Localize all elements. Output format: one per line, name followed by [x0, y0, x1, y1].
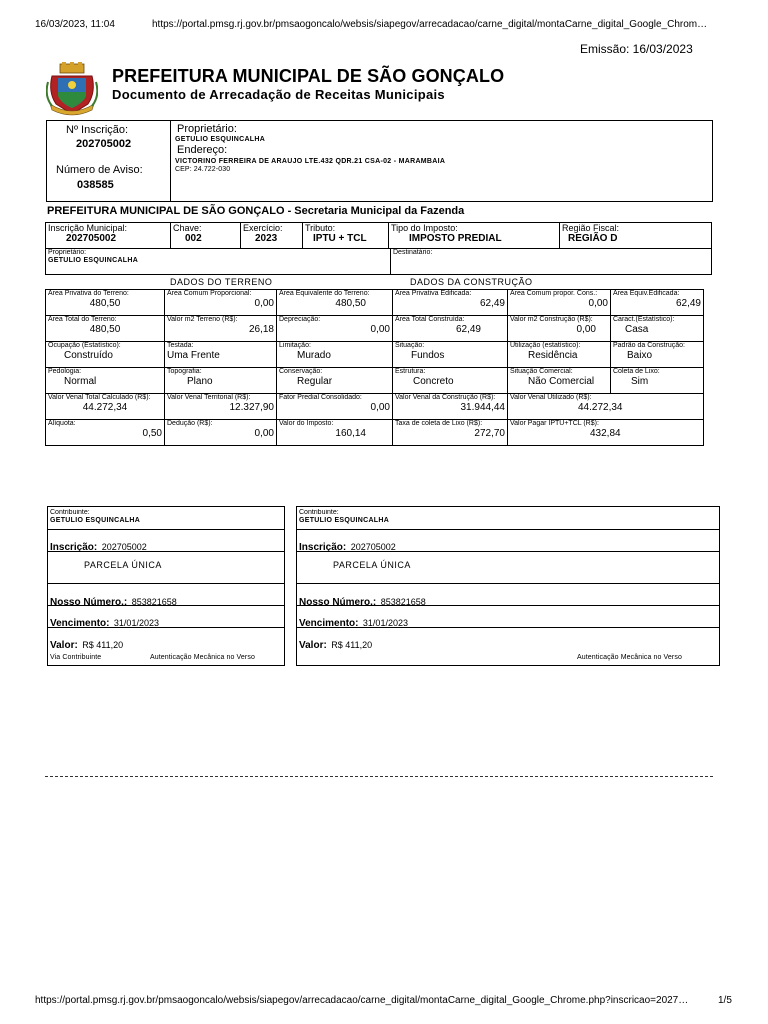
tipo-label: Tipo do Imposto: — [391, 223, 458, 233]
endereco-value: VICTORINO FERREIRA DE ARAUJO LTE.432 QDR.21 CSA-02 - MARAMBAIA — [175, 158, 446, 165]
autenticacao-right: Autenticação Mecânica no Verso — [577, 654, 682, 661]
vencimento-val: 31/01/2023 — [362, 618, 408, 628]
coat-of-arms-logo — [46, 62, 98, 118]
valor-venal-construcao: 31.944,44 — [460, 402, 505, 413]
valor-venal-total: 44.272,34 — [82, 402, 128, 413]
coleta-lixo: Sim — [631, 376, 649, 387]
conservacao-label: Conservação: — [279, 368, 323, 375]
valor-imposto-label: Valor do Imposto: — [279, 420, 334, 427]
emissao-date: Emissão: 16/03/2023 — [580, 42, 693, 56]
valor-venal-utilizado-label: Valor Venal Utilizado (R$): — [510, 394, 592, 401]
pedologia-label: Pedologia: — [48, 368, 82, 375]
receipt-contribuinte — [47, 506, 285, 666]
area-privativa-edificada-label: Área Privativa Edificada: — [395, 290, 472, 297]
testada-label: Testada: — [167, 342, 194, 349]
chave-label: Chave: — [173, 223, 202, 233]
grid-row-2 — [46, 316, 704, 342]
inscricao-val: 202705002 — [350, 542, 396, 552]
aliquota: 0,50 — [142, 428, 162, 439]
topografia: Plano — [187, 376, 213, 387]
grid-row-1 — [46, 290, 704, 316]
area-privativa-terreno-label: Área Privativa do Terreno: — [48, 290, 129, 297]
aviso-label: Número de Aviso: — [56, 164, 143, 176]
depreciacao: 0,00 — [370, 324, 390, 335]
testada: Uma Frente — [167, 350, 220, 361]
area-privativa-terreno: 480,50 — [89, 298, 121, 309]
cep-value: CEP: 24.722-030 — [175, 166, 231, 173]
valor-m2-terreno-label: Valor m2 Terreno (R$): — [167, 316, 238, 323]
exercicio: 2023 — [255, 233, 278, 244]
owner-box — [46, 120, 713, 202]
deducao: 0,00 — [254, 428, 274, 439]
nosso-numero-val: 853821658 — [380, 597, 426, 607]
area-total-terreno: 480,50 — [89, 324, 121, 335]
fator-predial-label: Fator Predial Consolidado: — [279, 394, 362, 401]
fator-predial: 0,00 — [370, 402, 390, 413]
valor-venal-utilizado: 44.272,34 — [578, 402, 623, 413]
vencimento-val: 31/01/2023 — [113, 618, 159, 628]
aliquota-label: Alíquota: — [48, 420, 76, 427]
valor-val: R$ 411,20 — [82, 640, 124, 650]
inscricao-key: Inscrição: — [299, 542, 347, 553]
area-equiv-edificada: 62,49 — [675, 298, 701, 309]
estrutura: Concreto — [413, 376, 454, 387]
area-comum-proporcional: 0,00 — [254, 298, 274, 309]
summary-proprietario-label: Proprietário: — [48, 249, 87, 256]
valor-m2-terreno: 26,18 — [248, 324, 274, 335]
vencimento-key: Vencimento: — [299, 618, 359, 629]
autenticacao-left: Autenticação Mecânica no Verso — [150, 654, 255, 661]
area-comum-cons: 0,00 — [588, 298, 608, 309]
cut-line — [45, 776, 713, 777]
proprietario-value: GETULIO ESQUINCALHA — [175, 136, 266, 143]
via-contribuinte: Via Contribuinte — [50, 654, 102, 661]
summary-table — [45, 222, 712, 249]
exercicio-label: Exercício: — [243, 223, 283, 233]
page-subtitle: Documento de Arrecadação de Receitas Municipais — [112, 87, 445, 102]
contribuinte-name: GETULIO ESQUINCALHA — [299, 517, 390, 524]
valor-imposto: 160,14 — [335, 428, 366, 439]
grid-row-3 — [46, 342, 704, 368]
nosso-numero-key: Nosso Número.: — [50, 597, 128, 608]
valor-pagar: 432,84 — [590, 428, 621, 439]
ocupacao: Construído — [64, 350, 113, 361]
endereco-label: Endereço: — [177, 144, 228, 156]
regiao: REGIÃO D — [568, 233, 618, 244]
parcela-unica: PARCELA ÚNICA — [84, 560, 162, 570]
contribuinte-name: GETULIO ESQUINCALHA — [50, 517, 141, 524]
valor-m2-construcao-label: Valor m2 Construção (R$): — [510, 316, 593, 323]
regiao-label: Região Fiscal: — [562, 223, 620, 233]
inscricao-municipal: 202705002 — [66, 233, 117, 244]
taxa-coleta-lixo: 272,70 — [474, 428, 505, 439]
property-data-grid — [45, 289, 704, 446]
padrao-construcao-label: Padrão da Construção: — [613, 342, 685, 349]
valor-val: R$ 411,20 — [331, 640, 373, 650]
area-total-construida: 62,49 — [455, 324, 481, 335]
inscricao-value: 202705002 — [76, 138, 132, 150]
area-comum-cons-label: Área Comum propor. Cons.: — [510, 290, 598, 297]
ocupacao-label: Ocupação (Estatístico): — [48, 342, 121, 349]
valor-pagar-label: Valor Pagar IPTU+TCL (R$): — [510, 420, 599, 427]
valor-venal-total-label: Valor Venal Total Calculado (R$): — [48, 394, 151, 401]
valor-m2-construcao: 0,00 — [576, 324, 596, 335]
tributo: IPTU + TCL — [313, 233, 367, 244]
caract-estatistico-label: Caract.(Estatístico): — [613, 316, 675, 323]
area-total-terreno-label: Área Total do Terreno: — [48, 316, 117, 323]
valor-venal-construcao-label: Valor Venal da Construção (R$): — [395, 394, 496, 401]
aviso-value: 038585 — [77, 179, 114, 191]
nosso-numero-key: Nosso Número.: — [299, 597, 377, 608]
valor-key: Valor: — [50, 640, 78, 651]
situacao-label: Situação: — [395, 342, 425, 349]
caract-estatistico: Casa — [625, 324, 649, 335]
situacao-comercial: Não Comercial — [528, 376, 595, 387]
situacao-comercial-label: Situação Comercial: — [510, 368, 573, 375]
contribuinte-label: Contribuinte: — [50, 509, 90, 516]
receipt-banco — [296, 506, 720, 666]
taxa-coleta-lixo-label: Taxa de coleta de Lixo (R$): — [395, 420, 483, 427]
utilizacao-label: Utilização (estatístico): — [510, 342, 581, 349]
pedologia: Normal — [64, 376, 97, 387]
limitacao-label: Limitação: — [279, 342, 311, 349]
grid-row-5 — [46, 394, 704, 420]
print-page-number: 1/5 — [718, 995, 732, 1006]
inscricao-val: 202705002 — [101, 542, 147, 552]
situacao: Fundos — [411, 350, 445, 361]
proprietario-label: Proprietário: — [177, 123, 237, 135]
summary-proprietario: GETULIO ESQUINCALHA — [48, 257, 139, 264]
print-url-bottom: https://portal.pmsg.rj.gov.br/pmsaogoncalo/websis/siapegov/arrecadacao/carne_digital/montaCarne_digital_Google_Chrome.php?inscricao=2027… — [35, 995, 689, 1006]
deducao-label: Dedução (R$): — [167, 420, 213, 427]
depreciacao-label: Depreciação: — [279, 316, 321, 323]
area-equivalente-terreno-label: Área Equivalente do Terreno: — [279, 290, 370, 297]
valor-venal-territorial-label: Valor Venal Territorial (R$): — [167, 394, 251, 401]
limitacao: Murado — [297, 350, 331, 361]
inscricao-label: Nº Inscrição: — [66, 124, 129, 136]
inscricao-key: Inscrição: — [50, 542, 98, 553]
topografia-label: Topografia: — [167, 368, 202, 375]
construcao-title: DADOS DA CONSTRUÇÃO — [410, 277, 533, 287]
inscricao-municipal-label: Inscrição Municipal: — [48, 223, 128, 233]
estrutura-label: Estrutura: — [395, 368, 426, 375]
tributo-label: Tributo: — [305, 223, 336, 233]
grid-row-4 — [46, 368, 704, 394]
area-comum-proporcional-label: Área Comum Proporcional: — [167, 290, 252, 297]
valor-key: Valor: — [299, 640, 327, 651]
page-title: PREFEITURA MUNICIPAL DE SÃO GONÇALO — [112, 66, 505, 86]
vencimento-key: Vencimento: — [50, 618, 110, 629]
nosso-numero-val: 853821658 — [131, 597, 177, 607]
tipo: IMPOSTO PREDIAL — [409, 233, 502, 244]
chave: 002 — [185, 233, 202, 244]
section-title: PREFEITURA MUNICIPAL DE SÃO GONÇALO - Secretaria Municipal da Fazenda — [47, 205, 465, 217]
destinatario-label: Destinatário: — [393, 249, 433, 256]
area-privativa-edificada: 62,49 — [479, 298, 505, 309]
area-equivalente-terreno: 480,50 — [335, 298, 366, 309]
coleta-lixo-label: Coleta de Lixo: — [613, 368, 660, 375]
area-equiv-edificada-label: Área Equiv.Edificada: — [613, 290, 680, 297]
grid-row-6 — [46, 420, 704, 446]
utilizacao: Residência — [528, 350, 578, 361]
print-url-top: https://portal.pmsg.rj.gov.br/pmsaogoncalo/websis/siapegov/arrecadacao/carne_digital/montaCarne_digital_Google_Chrom… — [152, 19, 708, 30]
parcela-unica: PARCELA ÚNICA — [333, 560, 411, 570]
contribuinte-label: Contribuinte: — [299, 509, 339, 516]
padrao-construcao: Baixo — [627, 350, 653, 361]
terreno-title: DADOS DO TERRENO — [170, 277, 273, 287]
owner-dest-table — [45, 248, 712, 275]
conservacao: Regular — [297, 376, 333, 387]
valor-venal-territorial: 12.327,90 — [229, 402, 274, 413]
print-datetime: 16/03/2023, 11:04 — [35, 19, 115, 30]
area-total-construida-label: Área Total Construída: — [395, 316, 465, 323]
